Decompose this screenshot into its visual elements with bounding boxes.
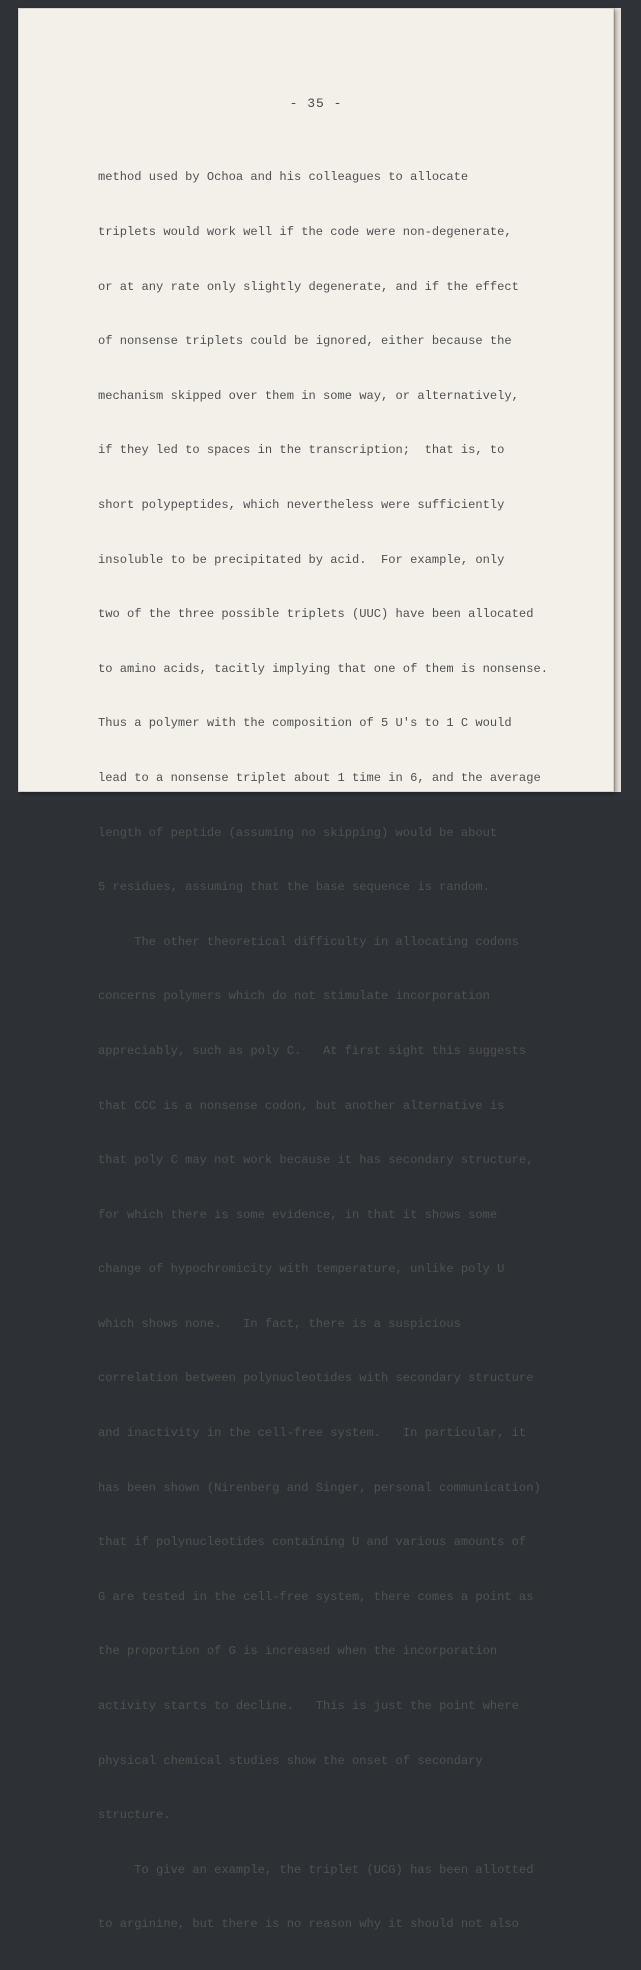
text-line: lead to a nonsense triplet about 1 time in 6, and the average <box>98 770 541 785</box>
text-line: to arginine, but there is no reason why it should not also <box>98 1917 519 1932</box>
text-line: the proportion of G is increased when the incorporation <box>98 1644 498 1659</box>
document-page <box>18 8 614 1932</box>
text-line: physical chemical studies show the onset of secondary <box>98 1753 483 1768</box>
text-line: if they led to spaces in the transcription; that is, to <box>98 443 505 458</box>
text-line: change of hypochromicity with temperature, unlike poly U <box>98 1262 505 1277</box>
text-line: which shows none. In fact, there is a suspicious <box>98 1316 461 1331</box>
text-line: for which there is some evidence, in that it shows some <box>98 1207 498 1222</box>
text-line: or at any rate only slightly degenerate, and if the effect <box>98 279 519 294</box>
text-line: method used by Ochoa and his colleagues to allocate <box>98 170 469 185</box>
text-line: short polypeptides, which nevertheless were sufficiently <box>98 497 505 512</box>
text-line: insoluble to be precipitated by acid. For example, only <box>98 552 505 567</box>
text-line: has been shown (Nirenberg and Singer, personal communication) <box>98 1480 541 1495</box>
text-line: correlation between polynucleotides with secondary structure <box>98 1371 534 1386</box>
text-line: 5 residues, assuming that the base sequence is random. <box>98 880 490 895</box>
page-number: - 35 - <box>289 96 343 111</box>
text-line: The other theoretical difficulty in allocating codons <box>98 934 519 949</box>
text-line: activity starts to decline. This is just the point where <box>98 1699 519 1714</box>
text-line: To give an example, the triplet (UCG) has been allotted <box>98 1862 534 1877</box>
text-line: appreciably, such as poly C. At first sight this suggests <box>98 1043 527 1058</box>
text-line: mechanism skipped over them in some way, or alternatively, <box>98 388 519 403</box>
text-line: to amino acids, tacitly implying that one of them is nonsense. <box>98 661 548 676</box>
text-line: concerns polymers which do not stimulate incorporation <box>98 989 490 1004</box>
text-line: that poly C may not work because it has secondary structure, <box>98 1153 534 1168</box>
text-line: triplets would work well if the code were non-degenerate, <box>98 225 512 239</box>
text-line: that if polynucleotides containing U and various amounts of <box>98 1535 527 1550</box>
text-line: of nonsense triplets could be ignored, either because the <box>98 334 512 349</box>
text-line: that CCC is a nonsense codon, but another alternative is <box>98 1098 505 1113</box>
paper-edge <box>614 8 621 792</box>
text-line: G are tested in the cell-free system, there comes a point as <box>98 1589 534 1604</box>
body-text <box>98 132 598 1970</box>
text-line: Thus a polymer with the composition of 5 U's to 1 C would <box>98 716 512 731</box>
text-line: two of the three possible triplets (UUC) have been allocated <box>98 607 534 622</box>
text-line: length of peptide (assuming no skipping) would be about <box>98 825 498 840</box>
text-line: and inactivity in the cell-free system. In particular, it <box>98 1426 527 1441</box>
text-line: structure. <box>98 1808 171 1823</box>
